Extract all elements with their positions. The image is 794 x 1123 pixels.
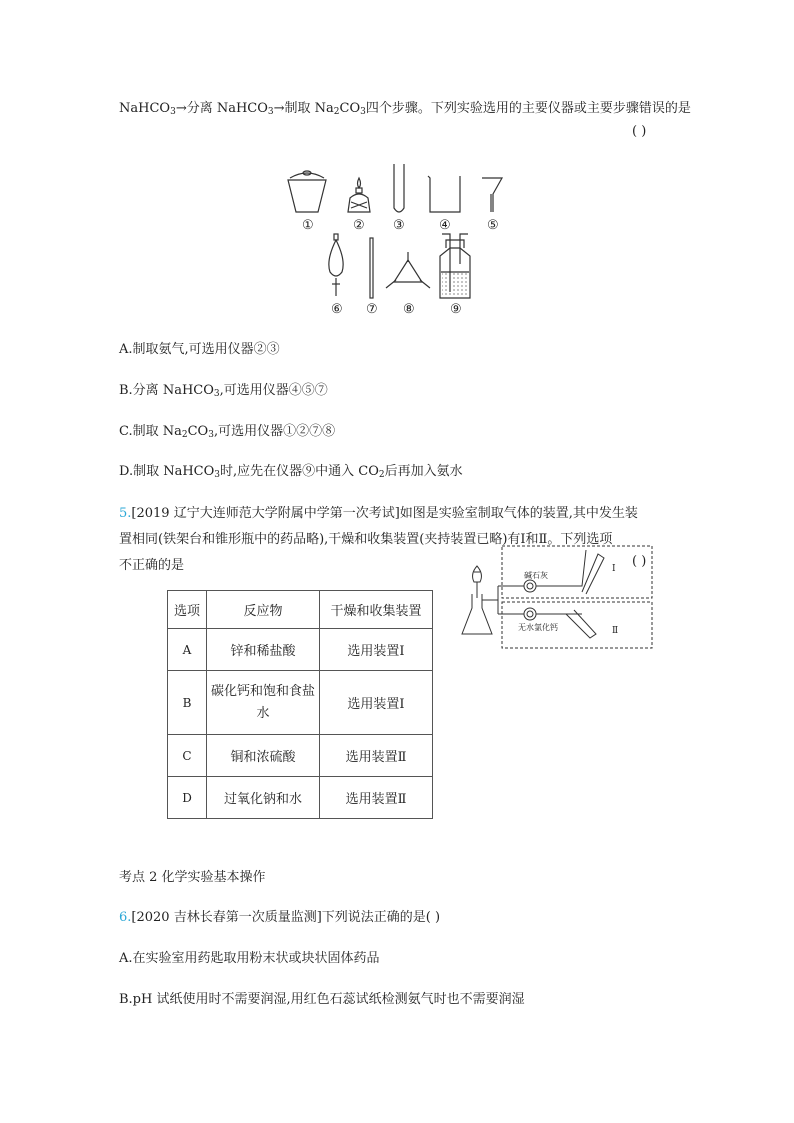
q5-stem-line2: 置相同(铁架台和锥形瓶中的药品略),干燥和收集装置(夹持装置已略)有Ⅰ和Ⅱ。下列选项 [119, 532, 613, 547]
q5-number: 5. [119, 506, 132, 521]
table-header-cell: 选项 [168, 591, 207, 629]
section-heading: 考点 2 化学实验基本操作 [119, 870, 266, 885]
diagram-label-calcium-chloride: 无水氯化钙 [518, 623, 558, 632]
table-cell: D [168, 777, 207, 819]
label-1: ① [302, 218, 314, 233]
diagram-label-soda-lime: 碱石灰 [524, 571, 548, 580]
q5-stem-line1: 5.[2019 辽宁大连师范大学附属中学第一次考试]如图是实验室制取气体的装置,其中发生装 [119, 506, 638, 521]
q5-options-table [167, 590, 433, 819]
label-8: ⑧ [403, 302, 415, 317]
funnel-icon [482, 178, 502, 212]
q4-option-a: A.制取氨气,可选用仪器②③ [119, 342, 280, 357]
q4-option-c: C.制取 $Na_2CO_3$,可选用仪器①②⑦⑧ [119, 424, 336, 440]
table-cell: 选用装置Ⅰ [320, 629, 433, 671]
table-cell: 铜和浓硫酸 [207, 735, 320, 777]
q6-option-a: A.在实验室用药匙取用粉末状或块状固体药品 [119, 951, 380, 966]
label-4: ④ [439, 218, 451, 233]
q6-number: 6. [119, 910, 132, 925]
test-tube-icon [394, 164, 404, 212]
table-cell: 选用装置Ⅱ [320, 777, 433, 819]
q5-stem-line3: 不正确的是 [119, 558, 185, 573]
table-cell: C [168, 735, 207, 777]
table-cell: 选用装置Ⅱ [320, 735, 433, 777]
table-cell: 碳化钙和饱和食盐水 [207, 671, 320, 735]
table-header-cell: 反应物 [207, 591, 320, 629]
beaker-icon [428, 176, 460, 212]
label-6: ⑥ [331, 302, 343, 317]
label-5: ⑤ [487, 218, 499, 233]
q6-option-b: B.pH 试纸使用时不需要润湿,用红色石蕊试纸检测氨气时也不需要润湿 [119, 992, 525, 1007]
q6-stem: 6.[2020 吉林长春第一次质量监测]下列说法正确的是( ) [119, 910, 441, 925]
label-9: ⑨ [450, 302, 462, 317]
table-cell: A [168, 629, 207, 671]
q5-answer-paren: ( ) [632, 554, 647, 569]
table-row [168, 671, 433, 735]
glass-rod-icon [370, 238, 373, 298]
q4-option-d: D.制取 NaHCO$_3$时,应先在仪器⑨中通入 $CO_2$后再加入氨水 [119, 464, 463, 480]
gas-apparatus-diagram [458, 542, 658, 652]
table-header-row [168, 591, 433, 629]
label-3: ③ [393, 218, 405, 233]
diagram-label-ii: Ⅱ [612, 626, 619, 636]
apparatus-figure [280, 160, 520, 320]
table-cell: 锌和稀盐酸 [207, 629, 320, 671]
table-cell: 过氧化钠和水 [207, 777, 320, 819]
label-2: ② [353, 218, 365, 233]
table-row [168, 777, 433, 819]
q4-option-b: B.分离 NaHCO$_3$,可选用仪器④⑤⑦ [119, 383, 328, 399]
table-cell: 选用装置Ⅰ [320, 671, 433, 735]
q4-answer-paren: ( ) [632, 124, 647, 139]
table-cell: B [168, 671, 207, 735]
q4-stem-line: NaHCO$_3$→分离 NaHCO$_3$→制取 $Na_2CO_3$四个步骤。下列实验选用的主要仪器或主要步骤错误的是 [119, 101, 691, 117]
diagram-label-i: Ⅰ [612, 564, 616, 574]
table-header-cell: 干燥和收集装置 [320, 591, 433, 629]
label-7: ⑦ [366, 302, 378, 317]
crucible-icon [288, 171, 326, 212]
clay-triangle-icon [386, 252, 430, 288]
alcohol-lamp-icon [348, 178, 370, 212]
table-row [168, 629, 433, 671]
table-row [168, 735, 433, 777]
separatory-funnel-icon [329, 234, 343, 296]
